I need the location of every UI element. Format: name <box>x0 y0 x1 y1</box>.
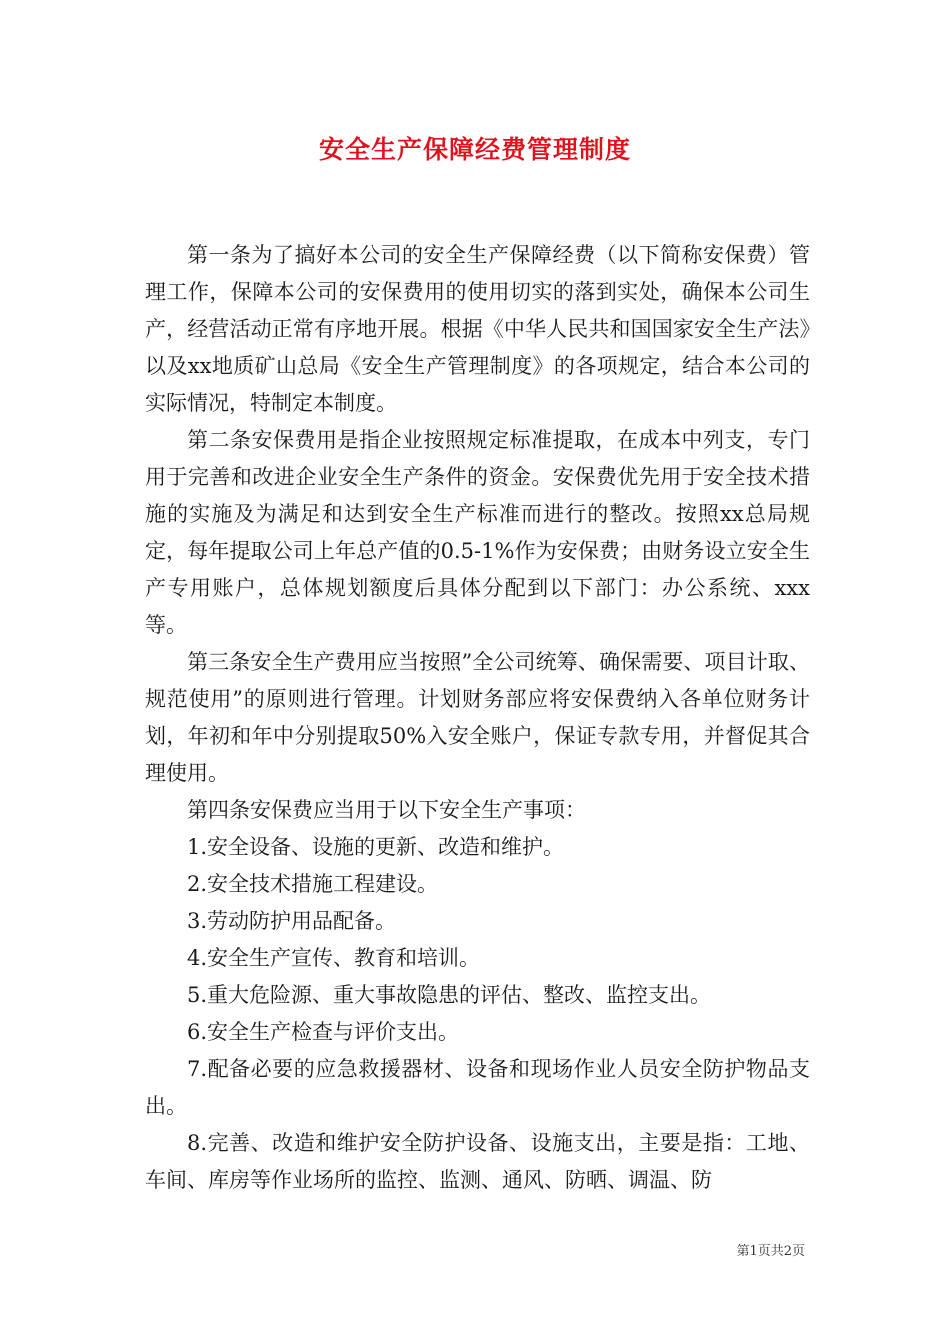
list-item-4: 4.安全生产宣传、教育和培训。 <box>187 946 481 970</box>
list-item-7: 7.配备必要的应急救援器材、设备和现场作业人员安全防护物品支出。 <box>145 1057 810 1118</box>
document-body <box>145 237 810 1199</box>
list-item-3: 3.劳动防护用品配备。 <box>187 909 397 933</box>
list-item-5: 5.重大危险源、重大事故隐患的评估、整改、监控支出。 <box>187 983 712 1007</box>
document-title: 安全生产保障经费管理制度 <box>318 135 631 164</box>
article-4: 第四条安保费应当用于以下安全生产事项： <box>187 798 586 822</box>
page-number: 第1页共2页 <box>736 1244 805 1259</box>
list-item-6: 6.安全生产检查与评价支出。 <box>187 1020 460 1044</box>
article-1: 第一条为了搞好本公司的安全生产保障经费（以下简称安保费）管理工作，保障本公司的安保费用的使用切实的落到实处，确保本公司生产，经营活动正常有序地开展。根据《中华人民共和国国家安全生产法》以及xx地质矿山总局《安全生产管理制度》的各项规定，结合本公司的实际情况，特制定本制度。 <box>145 243 810 415</box>
article-3: 第三条安全生产费用应当按照”全公司统筹、确保需要、项目计取、规范使用”的原则进行管理。计划财务部应将安保费纳入各单位财务计划，年初和年中分别提取50%入安全账户，保证专款专用，并督促其合理使用。 <box>145 650 810 785</box>
article-2: 第二条安保费用是指企业按照规定标准提取，在成本中列支，专门用于完善和改进企业安全生产条件的资金。安保费优先用于安全技术措施的实施及为满足和达到安全生产标准而进行的整改。按照xx总局规定，每年提取公司上年总产值的0.5-1%作为安保费；由财务设立安全生产专用账户，总体规划额度后具体分配到以下部门：办公系统、xxx等。 <box>145 428 810 637</box>
list-item-1: 1.安全设备、设施的更新、改造和维护。 <box>187 835 565 859</box>
list-item-8: 8.完善、改造和维护安全防护设备、设施支出，主要是指：工地、车间、库房等作业场所的监控、监测、通风、防晒、调温、防 <box>145 1131 810 1192</box>
list-item-2: 2.安全技术措施工程建设。 <box>187 872 439 896</box>
